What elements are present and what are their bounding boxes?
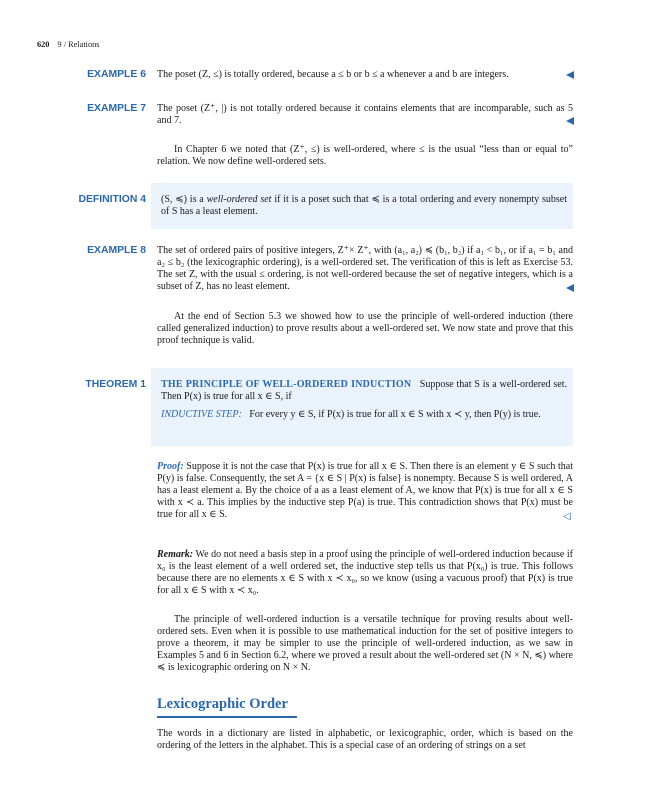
theorem-1-body: Suppose that S is a well-ordered set. Then P(x) is true for all x ∈ S, if: [161, 379, 567, 402]
chapter-title: 9 / Relations: [57, 40, 100, 49]
definition-4-term: well-ordered set: [206, 194, 272, 205]
paragraph-chapter-6: In Chapter 6 we noted that (Z⁺, ≤) is well-ordered, where ≤ is the usual “less than or equal to” relation. We now define well-ordered sets.: [157, 144, 573, 167]
theorem-1-box: [151, 368, 573, 446]
theorem-1-label: THEOREM 1: [85, 379, 146, 390]
theorem-1-title: THE PRINCIPLE OF WELL-ORDERED INDUCTION: [161, 379, 412, 390]
remark-body: We do not need a basis step in a proof using the principle of well-ordered induction because if x₀ is the least element of a well ordered set, the inductive step tells us that P(x₀) is true. This follows because there are no elements x ∈ S with x ≺ x₀, so we know (using a vacuous proof) that P(x) is true for all x ∈ S with x ≺ x₀.: [157, 549, 573, 596]
example-8-label: EXAMPLE 8: [87, 245, 146, 256]
proof-label: Proof:: [157, 461, 184, 472]
definition-4-label: DEFINITION 4: [78, 194, 146, 205]
inductive-step-text: For every y ∈ S, if P(x) is true for all x ∈ S with x ≺ y, then P(y) is true.: [249, 409, 541, 420]
example-6-text: The poset (Z, ≤) is totally ordered, because a ≤ b or b ≤ a whenever a and b are integers.: [157, 69, 509, 80]
paragraph-versatile: The principle of well-ordered induction is a versatile technique for proving results about well-ordered sets. Even when it is possible to use mathematical induction for the set of positive integers to prove a theorem, it may be simpler to use the principle of well-ordered induction, as we saw in Examples 5 and 6 in Section 6.2, where we proved a result about the well-ordered set (N × N, ≼) where ≼ is lexicographic ordering on N × N.: [157, 614, 573, 673]
page-number: 620: [37, 40, 50, 49]
end-of-example-icon: [566, 284, 574, 292]
section-rule: [157, 716, 297, 718]
definition-4-pre: (S, ≼) is a: [161, 194, 207, 205]
example-8-text: The set of ordered pairs of positive integers, Z⁺× Z⁺, with (a₁, a₂) ≼ (b₁, b₂) if a₁ < b₁, or if a₁ = b₁ and a₂ ≤ b₂ (the lexicographic ordering), is a well-ordered set. The verification of this is left as Exercise 53. The set Z, with the usual ≤ ordering, is not well-ordered because the set of negative integers, which is a subset of Z, has no least element.: [157, 245, 573, 292]
theorem-1-statement: [161, 379, 567, 403]
paragraph-section-5-3: At the end of Section 5.3 we showed how to use the principle of well-ordered induction (there called generalized induction) to prove results about a well-ordered set. We now state and prove that this proof technique is valid.: [157, 311, 573, 346]
section-text: The words in a dictionary are listed in alphabetic, or lexicographic, order, which is based on the ordering of the letters in the alphabet. This is a special case of an ordering of strings on a set: [157, 728, 573, 751]
proof-text: [157, 461, 573, 521]
definition-4-post: if it is a poset such that ≼ is a total ordering and every nonempty subset of S has a least element.: [161, 194, 567, 217]
definition-4-box: [151, 183, 573, 229]
remark-label: Remark:: [157, 549, 194, 560]
section-title: Lexicographic Order: [157, 696, 288, 712]
example-7-label: EXAMPLE 7: [87, 103, 146, 114]
running-header: [37, 40, 99, 49]
remark-text: [157, 549, 573, 597]
end-of-example-icon: [566, 71, 574, 79]
proof-body: Suppose it is not the case that P(x) is true for all x ∈ S. Then there is an element y ∈ S such that P(y) is false. Consequently, the set A = {x ∈ S | P(x) is false} is nonempty. Because S is well ordered, A has a least element a. By the choice of a as a least element of A, we know that P(x) is true for all x ∈ S with x ≺ a. This implies by the inductive step P(a) is true. This contradiction shows that P(x) must be true for all x ∈ S.: [157, 461, 573, 520]
end-of-proof-icon: ◁: [563, 511, 571, 522]
inductive-step-label: INDUCTIVE STEP:: [161, 409, 242, 420]
definition-4-text: [161, 194, 567, 218]
inductive-step: [161, 409, 567, 421]
example-6-label: EXAMPLE 6: [87, 69, 146, 80]
example-7-text: The poset (Z⁺, |) is not totally ordered because it contains elements that are incomparable, such as 5 and 7.: [157, 103, 573, 126]
end-of-example-icon: [566, 117, 574, 125]
